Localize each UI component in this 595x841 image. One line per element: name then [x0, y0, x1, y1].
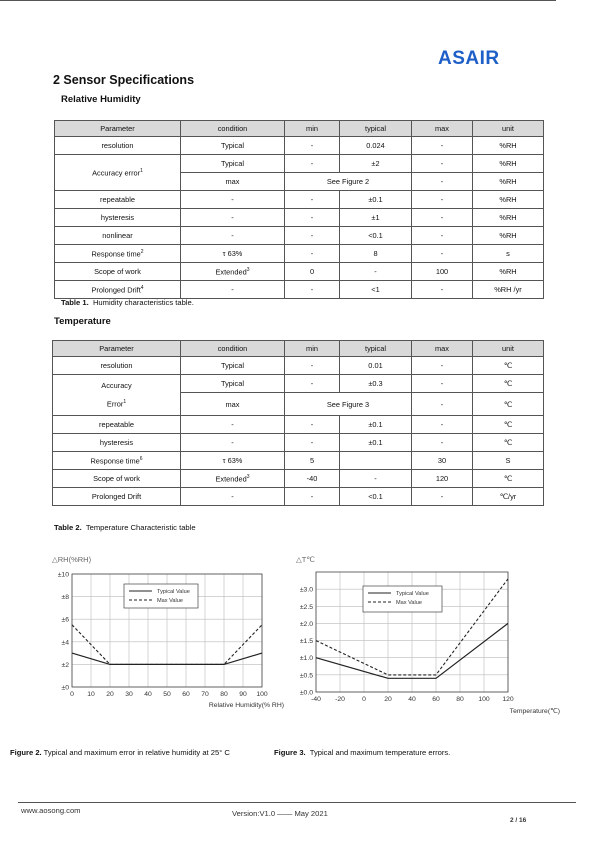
table-cell: -: [285, 191, 340, 209]
table-row: [55, 263, 544, 281]
x-tick-label: 40: [144, 691, 152, 698]
table-cell: -: [340, 470, 412, 488]
header-cell: typical: [340, 341, 412, 357]
footnote-mark: 1: [123, 399, 127, 406]
caption-label: Table 1.: [61, 298, 89, 307]
param-label: Response time: [91, 249, 141, 259]
param-label: Prolonged Drift: [91, 285, 141, 295]
header-cell: max: [412, 341, 473, 357]
table-cell: hysteresis: [53, 434, 181, 452]
table-cell: ±1: [340, 209, 412, 227]
table-header-row: [53, 341, 544, 357]
table-cell: [340, 452, 412, 470]
caption-text: Humidity characteristics table.: [92, 298, 194, 307]
x-tick-label: 100: [478, 696, 490, 703]
footer-website: www.aosong.com: [21, 806, 81, 815]
y-tick-label: ±0: [61, 684, 69, 692]
table-cell: ±0.1: [340, 416, 412, 434]
y-tick-label: ±3.0: [299, 586, 313, 594]
table-row: [53, 452, 544, 470]
table-row: [55, 227, 544, 245]
table-row: [55, 155, 544, 173]
table-cell: -: [412, 375, 473, 393]
table-cell: -: [412, 155, 473, 173]
table-cell: %RH: [473, 137, 544, 155]
table-cell: 100: [412, 263, 473, 281]
table-cell: -: [412, 173, 473, 191]
y-tick-label: ±1.0: [299, 655, 313, 663]
table-cell: %RH /yr: [473, 281, 544, 299]
table-cell: hysteresis: [55, 209, 181, 227]
table-cell: -: [412, 281, 473, 299]
header-cell: typical: [340, 121, 412, 137]
legend-box: [124, 584, 198, 608]
table-cell: [55, 155, 181, 191]
x-axis-label: Relative Humidity(% RH): [208, 702, 284, 709]
header-cell: Parameter: [53, 341, 181, 357]
table-cell: Scope of work: [55, 263, 181, 281]
x-tick-label: 120: [502, 696, 514, 703]
table-cell: -: [285, 416, 340, 434]
legend-box: [363, 586, 442, 612]
table-row: [55, 245, 544, 263]
x-tick-label: 100: [256, 691, 268, 698]
footer-rule: [18, 802, 576, 803]
page-number: 2 / 16: [510, 817, 527, 824]
x-tick-label: 0: [70, 691, 74, 698]
table-cell: Typical: [181, 137, 285, 155]
table-cell: ±0.1: [340, 191, 412, 209]
table-row: [53, 375, 544, 393]
header-cell: condition: [181, 341, 285, 357]
x-tick-label: 10: [87, 691, 95, 698]
footnote-mark: 1: [140, 167, 143, 174]
table-cell: 0.024: [340, 137, 412, 155]
table-cell: -40: [285, 470, 340, 488]
table-cell: ℃: [473, 416, 544, 434]
header-cell: condition: [181, 121, 285, 137]
table-cell: s: [473, 245, 544, 263]
table-cell: -: [285, 375, 340, 393]
table-cell: ℃: [473, 393, 544, 416]
table-cell: -: [181, 434, 285, 452]
table-cell: %RH: [473, 173, 544, 191]
y-tick-label: ±6: [61, 616, 69, 624]
top-rule: [0, 0, 556, 1]
table-cell: resolution: [55, 137, 181, 155]
table-cell: -: [285, 488, 340, 506]
param-label: Accuracy: [101, 381, 132, 391]
footnote-mark: 3: [246, 473, 250, 480]
param-label: Response time: [90, 456, 140, 466]
table-cell: -: [412, 137, 473, 155]
x-tick-label: 90: [239, 691, 247, 698]
footnote-mark: 6: [139, 455, 143, 462]
table-cell: ℃: [473, 434, 544, 452]
caption-label: Table 2.: [54, 523, 82, 532]
caption-text: Typical and maximum error in relative humidity at 25° C: [43, 748, 230, 757]
table-cell: ℃: [473, 470, 544, 488]
table-cell: Typical: [181, 357, 285, 375]
table-cell: -: [181, 281, 285, 299]
footer-version: Version:V1.0 —— May 2021: [232, 809, 328, 818]
table-cell: -: [412, 357, 473, 375]
table-cell: %RH: [473, 227, 544, 245]
table-cell: 0.01: [340, 357, 412, 375]
table-row: [55, 191, 544, 209]
x-tick-label: 30: [125, 691, 133, 698]
param-label: Error: [106, 399, 124, 409]
brand-logo: ASAIR: [438, 48, 500, 69]
table-cell: Prolonged Drift: [53, 488, 181, 506]
table-cell: ℃: [473, 357, 544, 375]
table-cell: -: [181, 209, 285, 227]
table-cell: %RH: [473, 155, 544, 173]
temperature-error-chart: [286, 550, 566, 720]
table-cell: -: [285, 137, 340, 155]
condition-label: Extended: [215, 474, 247, 484]
table-cell: [55, 281, 181, 299]
table-cell: ℃/yr: [473, 488, 544, 506]
table-row: [53, 416, 544, 434]
caption-text: Temperature Characteristic table: [85, 523, 196, 532]
x-tick-label: 20: [106, 691, 114, 698]
table-cell: nonlinear: [55, 227, 181, 245]
table-row: [55, 281, 544, 299]
table-cell: -: [412, 227, 473, 245]
section-title: 2 Sensor Specifications: [53, 73, 195, 87]
table-cell: -: [285, 281, 340, 299]
table-cell: -: [285, 434, 340, 452]
header-cell: unit: [473, 341, 544, 357]
table-cell: τ 63%: [181, 245, 285, 263]
humidity-error-chart: [28, 550, 292, 710]
table-cell: ±2: [340, 155, 412, 173]
x-tick-label: 60: [182, 691, 190, 698]
chart-title: △T℃: [296, 555, 315, 564]
table-row: [55, 209, 544, 227]
table-row: [53, 434, 544, 452]
param-label: Accuracy error: [92, 168, 141, 178]
x-tick-label: 60: [432, 696, 440, 703]
x-tick-label: -40: [311, 696, 321, 703]
header-cell: min: [285, 121, 340, 137]
table-cell: [55, 245, 181, 263]
table-cell: -: [285, 155, 340, 173]
table-cell: τ 63%: [181, 452, 285, 470]
temp-spec-table: [52, 340, 544, 506]
table-row: [53, 470, 544, 488]
table-cell: <1: [340, 281, 412, 299]
figure3-caption: [274, 748, 450, 757]
table-cell: 8: [340, 245, 412, 263]
table-cell: -: [285, 227, 340, 245]
table-cell: -: [285, 209, 340, 227]
table-cell: repeatable: [53, 416, 181, 434]
y-tick-label: ±8: [61, 594, 69, 602]
table-cell: resolution: [53, 357, 181, 375]
table-cell: Scope of work: [53, 470, 181, 488]
table-cell: ±0.1: [340, 434, 412, 452]
y-tick-label: ±0.5: [299, 672, 313, 680]
table-row: [53, 488, 544, 506]
temp-subtitle: Temperature: [54, 316, 111, 327]
header-cell: min: [285, 341, 340, 357]
header-cell: unit: [473, 121, 544, 137]
legend-label: Max Value: [157, 598, 184, 604]
y-tick-label: ±2.0: [299, 620, 313, 628]
x-tick-label: 40: [408, 696, 416, 703]
table2-caption: [54, 523, 196, 532]
x-tick-label: 80: [456, 696, 464, 703]
table-row: [53, 357, 544, 375]
table-cell: -: [412, 209, 473, 227]
table1-caption: [61, 298, 194, 307]
table-cell: %RH: [473, 263, 544, 281]
y-tick-label: ±2: [61, 661, 69, 669]
table-cell: -: [412, 245, 473, 263]
x-tick-label: 20: [384, 696, 392, 703]
x-tick-label: 70: [201, 691, 209, 698]
table-cell: %RH: [473, 209, 544, 227]
legend-label: Typical Value: [157, 589, 190, 595]
y-tick-label: ±2.5: [299, 603, 313, 611]
table-cell: Typical: [181, 155, 285, 173]
table-cell: <0.1: [340, 227, 412, 245]
figure2-caption: [10, 748, 230, 757]
table-cell: Typical: [181, 375, 285, 393]
x-tick-label: 50: [163, 691, 171, 698]
x-axis-label: Temperature(℃): [509, 708, 560, 715]
table-cell: -: [285, 357, 340, 375]
table-cell: [181, 263, 285, 281]
table-cell: -: [340, 263, 412, 281]
footnote-mark: 4: [140, 284, 144, 291]
y-tick-label: ±1.5: [299, 638, 313, 646]
footnote-mark: 3: [246, 266, 250, 273]
y-tick-label: ±10: [57, 571, 69, 579]
table-cell: 30: [412, 452, 473, 470]
table-cell: -: [412, 191, 473, 209]
y-tick-label: ±0.0: [299, 689, 313, 697]
table-cell: [53, 375, 181, 416]
legend-label: Typical Value: [396, 591, 429, 597]
table-cell: [53, 452, 181, 470]
table-cell: See Figure 3: [285, 393, 412, 416]
table-cell: -: [412, 416, 473, 434]
x-tick-label: 80: [220, 691, 228, 698]
table-cell: -: [181, 191, 285, 209]
table-header-row: [55, 121, 544, 137]
table-cell: -: [412, 393, 473, 416]
table-cell: See Figure 2: [285, 173, 412, 191]
legend-label: Max Value: [396, 600, 423, 606]
table-cell: -: [181, 227, 285, 245]
table-cell: repeatable: [55, 191, 181, 209]
table-cell: ℃: [473, 375, 544, 393]
rh-spec-table: [54, 120, 544, 299]
caption-label: Figure 3.: [274, 748, 306, 757]
table-cell: max: [181, 173, 285, 191]
caption-label: Figure 2.: [10, 748, 42, 757]
table-cell: max: [181, 393, 285, 416]
table-cell: -: [285, 245, 340, 263]
caption-text: Typical and maximum temperature errors.: [309, 748, 451, 757]
x-tick-label: 0: [362, 696, 366, 703]
table-row: [55, 137, 544, 155]
table-cell: 120: [412, 470, 473, 488]
x-tick-label: -20: [335, 696, 345, 703]
rh-subtitle: Relative Humidity: [61, 94, 141, 105]
table-cell: [181, 470, 285, 488]
footnote-mark: 2: [140, 248, 144, 255]
header-cell: Parameter: [55, 121, 181, 137]
table-cell: 5: [285, 452, 340, 470]
table-cell: 0: [285, 263, 340, 281]
table-cell: %RH: [473, 191, 544, 209]
table-cell: S: [473, 452, 544, 470]
y-tick-label: ±4: [61, 639, 69, 647]
table-cell: -: [181, 416, 285, 434]
table-cell: ±0.3: [340, 375, 412, 393]
table-cell: -: [412, 434, 473, 452]
table-cell: -: [412, 488, 473, 506]
table-cell: <0.1: [340, 488, 412, 506]
chart-title: △RH(%RH): [52, 555, 92, 564]
condition-label: Extended: [215, 267, 247, 277]
header-cell: max: [412, 121, 473, 137]
table-cell: -: [181, 488, 285, 506]
